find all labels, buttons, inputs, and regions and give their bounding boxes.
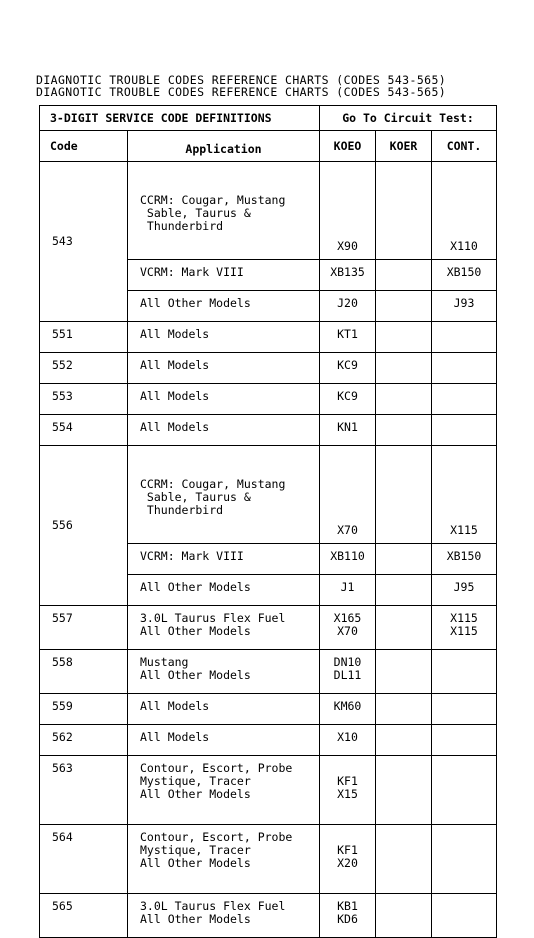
table-row bbox=[40, 322, 497, 353]
koeo-cell: X10 bbox=[320, 725, 376, 756]
koeo-cell: DN10 DL11 bbox=[320, 650, 376, 694]
koer-cell bbox=[376, 725, 432, 756]
koer-cell bbox=[376, 650, 432, 694]
service-code-table bbox=[39, 105, 497, 938]
code-cell: 543 bbox=[40, 162, 128, 322]
table-header-definitions: 3-DIGIT SERVICE CODE DEFINITIONS bbox=[40, 106, 320, 131]
application-cell: All Models bbox=[128, 694, 320, 725]
code-cell: 554 bbox=[40, 415, 128, 446]
table-row bbox=[40, 756, 497, 825]
code-cell: 557 bbox=[40, 606, 128, 650]
koeo-cell: KN1 bbox=[320, 415, 376, 446]
column-header-cont: CONT. bbox=[432, 131, 497, 162]
koer-cell bbox=[376, 575, 432, 606]
cont-cell bbox=[432, 825, 497, 894]
application-cell: 3.0L Taurus Flex Fuel All Other Models bbox=[128, 606, 320, 650]
column-header-koeo: KOEO bbox=[320, 131, 376, 162]
cont-cell bbox=[432, 415, 497, 446]
application-cell: All Models bbox=[128, 725, 320, 756]
code-cell: 551 bbox=[40, 322, 128, 353]
cont-cell: XB150 bbox=[432, 544, 497, 575]
column-header-koer: KOER bbox=[376, 131, 432, 162]
application-cell: 3.0L Taurus Flex Fuel All Other Models bbox=[128, 894, 320, 938]
koer-cell bbox=[376, 446, 432, 544]
cont-cell bbox=[432, 894, 497, 938]
koeo-cell: J1 bbox=[320, 575, 376, 606]
cont-cell: XB150 bbox=[432, 260, 497, 291]
application-cell: Contour, Escort, Probe Mystique, Tracer All Other Models bbox=[128, 825, 320, 894]
koeo-cell: KB1 KD6 bbox=[320, 894, 376, 938]
cont-cell: X115 bbox=[432, 446, 497, 544]
koeo-cell: KM60 bbox=[320, 694, 376, 725]
code-cell: 556 bbox=[40, 446, 128, 606]
application-cell: Mustang All Other Models bbox=[128, 650, 320, 694]
column-header-code: Code bbox=[40, 131, 128, 162]
cont-cell: X115 X115 bbox=[432, 606, 497, 650]
cont-cell bbox=[432, 756, 497, 825]
application-cell: VCRM: Mark VIII bbox=[128, 544, 320, 575]
application-cell: All Models bbox=[128, 322, 320, 353]
table-row bbox=[40, 694, 497, 725]
koeo-cell: KF1 X15 bbox=[320, 756, 376, 825]
koer-cell bbox=[376, 322, 432, 353]
koeo-cell: XB135 bbox=[320, 260, 376, 291]
koeo-cell: XB110 bbox=[320, 544, 376, 575]
application-cell: Contour, Escort, Probe Mystique, Tracer All Other Models bbox=[128, 756, 320, 825]
koeo-cell: J20 bbox=[320, 291, 376, 322]
cont-cell: J93 bbox=[432, 291, 497, 322]
koer-cell bbox=[376, 384, 432, 415]
cont-cell bbox=[432, 694, 497, 725]
table-row bbox=[40, 384, 497, 415]
koer-cell bbox=[376, 291, 432, 322]
koeo-cell: KT1 bbox=[320, 322, 376, 353]
cont-cell: J95 bbox=[432, 575, 497, 606]
table-row bbox=[40, 894, 497, 938]
table-row bbox=[40, 162, 497, 260]
koer-cell bbox=[376, 894, 432, 938]
page-title-repeat: DIAGNOTIC TROUBLE CODES REFERENCE CHARTS (CODES 543-565) bbox=[36, 85, 447, 99]
koeo-cell: KF1 X20 bbox=[320, 825, 376, 894]
koer-cell bbox=[376, 260, 432, 291]
application-cell: All Models bbox=[128, 353, 320, 384]
code-cell: 558 bbox=[40, 650, 128, 694]
table-row bbox=[40, 415, 497, 446]
cont-cell bbox=[432, 725, 497, 756]
application-cell: All Other Models bbox=[128, 575, 320, 606]
application-cell: All Other Models bbox=[128, 291, 320, 322]
koer-cell bbox=[376, 756, 432, 825]
koeo-cell: KC9 bbox=[320, 384, 376, 415]
cont-cell bbox=[432, 384, 497, 415]
koer-cell bbox=[376, 606, 432, 650]
table-row bbox=[40, 825, 497, 894]
application-cell: CCRM: Cougar, Mustang Sable, Taurus & Thunderbird bbox=[128, 446, 320, 544]
table-row bbox=[40, 725, 497, 756]
koeo-cell: X70 bbox=[320, 446, 376, 544]
koer-cell bbox=[376, 162, 432, 260]
koeo-cell: X90 bbox=[320, 162, 376, 260]
koer-cell bbox=[376, 415, 432, 446]
application-cell: VCRM: Mark VIII bbox=[128, 260, 320, 291]
application-cell: All Models bbox=[128, 415, 320, 446]
koer-cell bbox=[376, 694, 432, 725]
code-cell: 552 bbox=[40, 353, 128, 384]
cont-cell: X110 bbox=[432, 162, 497, 260]
code-cell: 565 bbox=[40, 894, 128, 938]
application-cell: CCRM: Cougar, Mustang Sable, Taurus & Thunderbird bbox=[128, 162, 320, 260]
cont-cell bbox=[432, 353, 497, 384]
table-header-circuit-test: Go To Circuit Test: bbox=[320, 106, 497, 131]
table-row bbox=[40, 353, 497, 384]
koer-cell bbox=[376, 825, 432, 894]
table-row bbox=[40, 650, 497, 694]
code-cell: 562 bbox=[40, 725, 128, 756]
koer-cell bbox=[376, 353, 432, 384]
application-cell: All Models bbox=[128, 384, 320, 415]
cont-cell bbox=[432, 650, 497, 694]
column-header-application: Application bbox=[128, 131, 320, 162]
koer-cell bbox=[376, 544, 432, 575]
code-cell: 553 bbox=[40, 384, 128, 415]
code-cell: 563 bbox=[40, 756, 128, 825]
table-row bbox=[40, 446, 497, 544]
koeo-cell: KC9 bbox=[320, 353, 376, 384]
code-cell: 559 bbox=[40, 694, 128, 725]
table-row bbox=[40, 606, 497, 650]
cont-cell bbox=[432, 322, 497, 353]
code-cell: 564 bbox=[40, 825, 128, 894]
page-title: DIAGNOTIC TROUBLE CODES REFERENCE CHARTS (CODES 543-565) bbox=[36, 73, 447, 87]
koeo-cell: X165 X70 bbox=[320, 606, 376, 650]
